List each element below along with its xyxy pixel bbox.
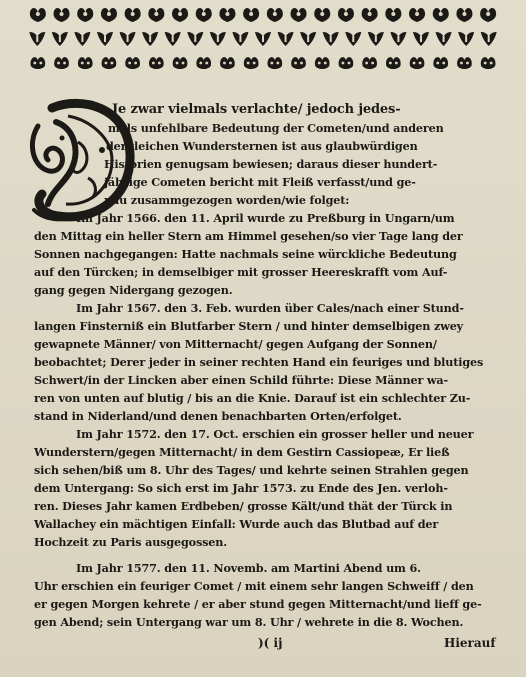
text-line: Hochzeit zu Paris ausgegossen. — [34, 535, 227, 549]
text-line: Wallachey ein mächtigen Einfall: Wurde auch das Blutbad auf der — [34, 517, 439, 531]
text-line: Je zwar vielmals verlachte/ jedoch jedes- — [112, 102, 401, 117]
text-line: Historien genugsam bewiesen; daraus dieser hundert- — [104, 157, 438, 171]
text-line: stand in Niderland/und denen benachbarten Orten/erfolget. — [34, 409, 402, 423]
signature-mark: )( ij — [258, 636, 283, 650]
text-line: jährige Cometen bericht mit Fleiß verfasst/und ge- — [104, 175, 416, 189]
catchword: Hierauf — [444, 636, 496, 650]
text-line: dem Untergang: So sich erst im Jahr 1573. zu Ende des Jen. verloh- — [34, 481, 448, 495]
text-line: Sonnen nachgegangen: Hatte nachmals seine würckliche Bedeutung — [34, 247, 457, 261]
text-line: sich sehen/biß um 8. Uhr des Tages/ und kehrte seinen Strahlen gegen — [34, 463, 469, 477]
text-line: langen Finsterniß ein Blutfarber Stern / und hinter demselbigen zwey — [34, 319, 464, 333]
text-line: Im Jahr 1572. den 17. Oct. erschien ein grosser heller und neuer — [76, 427, 474, 441]
text-line: mals unfehlbare Bedeutung der Cometen/und anderen — [108, 121, 444, 135]
text-line: Schwert/in der Lincken aber einen Schild führte: Diese Männer wa- — [34, 373, 449, 387]
text-line: ren von unten auf blutig / bis an die Knie. Darauf ist ein schlechter Zu- — [34, 391, 471, 405]
text-line: auf den Türcken; in demselbiger mit grosser Heereskrafft vom Auf- — [34, 265, 448, 279]
text-line: Im Jahr 1567. den 3. Feb. wurden über Cales/nach einer Stund- — [76, 301, 464, 315]
text-line: Im Jahr 1566. den 11. April wurde zu Preßburg in Ungarn/um — [76, 211, 455, 225]
text-line: den Mittag ein heller Stern am Himmel gesehen/so vier Tage lang der — [34, 229, 463, 243]
text-line: Im Jahr 1577. den 11. Novemb. am Martini Abend um 6. — [76, 561, 421, 575]
text-line: dergleichen Wundersternen ist aus glaubwürdigen — [106, 139, 418, 153]
text-line: Wunderstern/gegen Mitternacht/ in dem Gestirn Cassiopeæ, Er ließ — [34, 445, 450, 459]
text-line: beobachtet; Derer jeder in seiner rechten Hand ein feuriges und blutiges — [34, 355, 484, 369]
text-line: er gegen Morgen kehrete / er aber stund gegen Mitternacht/und lieff ge- — [34, 597, 482, 611]
text-line: gang gegen Nidergang gezogen. — [34, 283, 233, 297]
text-line: Uhr erschien ein feuriger Comet / mit einem sehr langen Schweiff / den — [34, 579, 474, 593]
text-line: gewapnete Männer/ von Mitternacht/ gegen Aufgang der Sonnen/ — [34, 337, 437, 351]
text-line: gen Abend; sein Untergang war um 8. Uhr / wehrete in die 8. Wochen. — [34, 615, 464, 629]
text-line: ren. Dieses Jahr kamen Erdbeben/ grosse Kält/und thät der Türck in — [34, 499, 453, 513]
text-line: nau zusammgezogen worden/wie folget: — [104, 193, 350, 207]
